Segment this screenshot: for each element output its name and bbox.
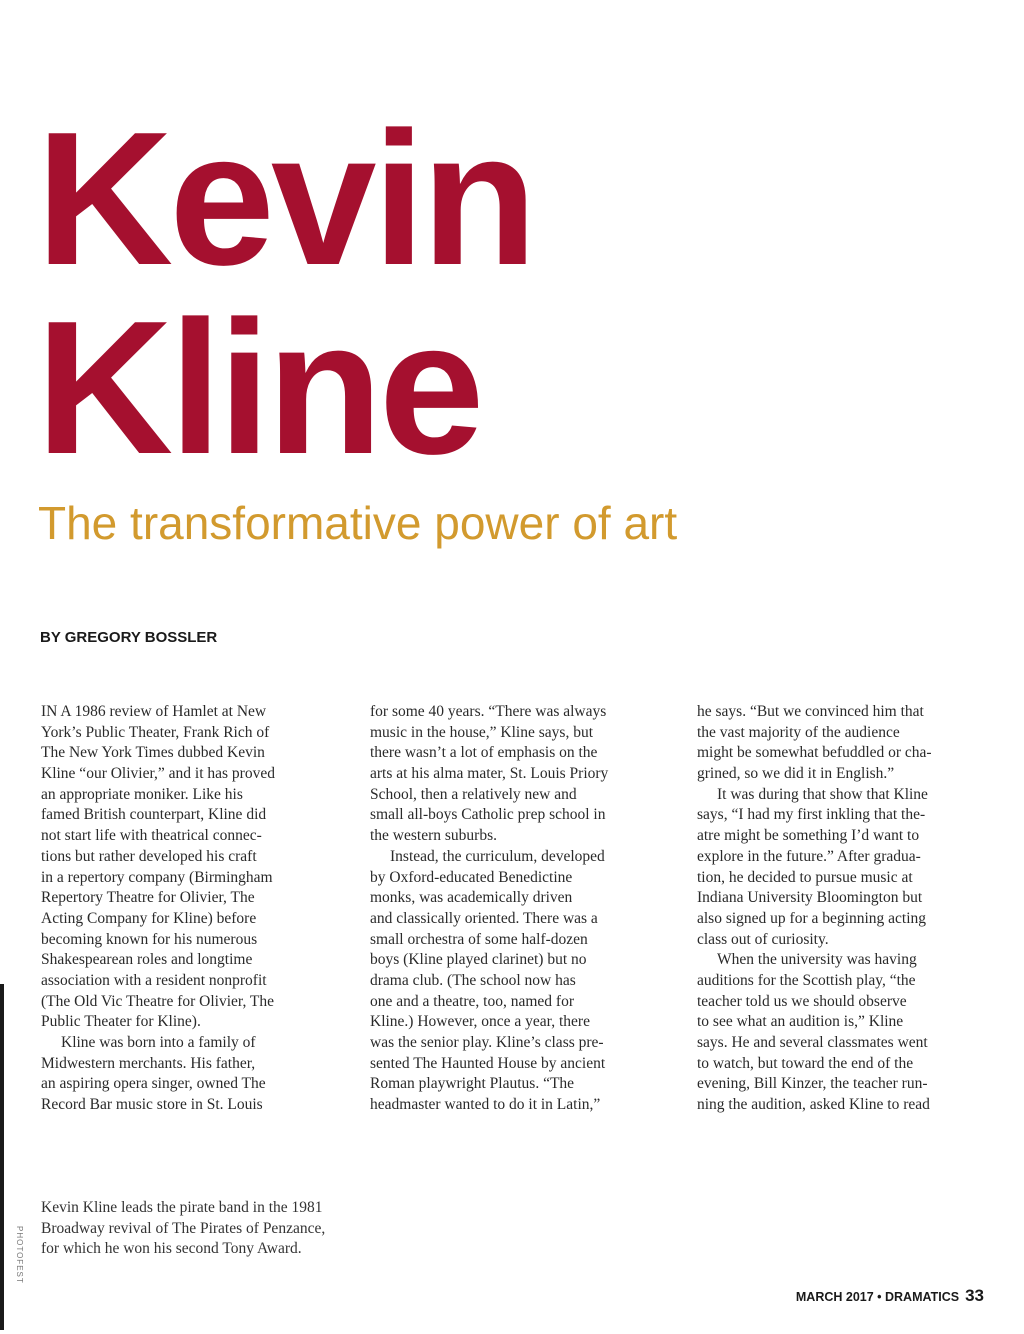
article-line: ning the audition, asked Kline to read (697, 1096, 930, 1114)
byline: BY GREGORY BOSSLER (40, 629, 218, 646)
article-line: The New York Times dubbed Kevin (41, 744, 265, 762)
article-line: teacher told us we should observe (697, 992, 907, 1010)
article-line: School, then a relatively new and (370, 785, 577, 803)
article-line: Midwestern merchants. His father, (41, 1054, 256, 1072)
photo-credit (0, 1226, 24, 1284)
article-column-3 (697, 702, 992, 1116)
article-line: becoming known for his numerous (41, 930, 258, 948)
article-line: music in the house,” Kline says, but (370, 723, 593, 741)
photo-edge-bar (0, 984, 4, 1330)
article-line: monks, was academically driven (370, 889, 573, 907)
article-line: Acting Company for Kline) before (41, 909, 257, 927)
article-line: Indiana University Bloomington but (697, 889, 923, 907)
article-line: for some 40 years. “There was always (370, 703, 607, 720)
article-line: association with a resident nonprofit (41, 971, 267, 989)
article-line: Public Theater for Kline). (41, 1013, 201, 1031)
article-line: might be somewhat befuddled or cha- (697, 744, 932, 762)
subtitle: The transformative power of art (38, 497, 678, 549)
article-line: to see what an audition is,” Kline (697, 1013, 904, 1031)
article-line: the western suburbs. (370, 827, 497, 845)
article-line: and classically oriented. There was a (370, 909, 598, 927)
article-line: drama club. (The school now has (370, 971, 576, 989)
article-line: atre might be something I’d want to (697, 827, 920, 845)
article-line: famed British counterpart, Kline did (41, 806, 267, 824)
article-line: headmaster wanted to do it in Latin,” (370, 1096, 601, 1114)
article-line: an appropriate moniker. Like his (41, 785, 243, 803)
article-line: Kline was born into a family of (61, 1034, 256, 1051)
article-line: IN A 1986 review of Hamlet at New (41, 703, 267, 720)
article-line: class out of curiosity. (697, 930, 829, 948)
article-line: Instead, the curriculum, developed (390, 847, 605, 865)
article-line: not start life with theatrical connec- (41, 827, 262, 845)
article-line: auditions for the Scottish play, “the (697, 971, 916, 989)
article-line: he says. “But we convinced him that (697, 703, 924, 720)
article-line: Record Bar music store in St. Louis (41, 1096, 263, 1114)
article-line: Repertory Theatre for Olivier, The (41, 889, 255, 907)
article-line: explore in the future.” After gradua- (697, 847, 921, 865)
article-line: says, “I had my first inkling that the- (697, 806, 926, 824)
article-line: When the university was having (717, 951, 917, 969)
article-column-2 (370, 702, 665, 1116)
photo-caption: Kevin Kline leads the pirate band in the 1981 Broadway revival of The Pirates of Penzance, for which he won his second Tony Award. (41, 1199, 326, 1258)
photo-credit-text: PHOTOFEST (15, 1226, 24, 1284)
title-line-1: Kevin (36, 93, 534, 305)
article-line: evening, Bill Kinzer, the teacher run- (697, 1075, 928, 1093)
article-line: one and a theatre, too, named for (370, 992, 574, 1010)
article-line: Shakespearean roles and longtime (41, 951, 253, 969)
article-line: tions but rather developed his craft (41, 847, 257, 865)
page-footer (796, 1286, 984, 1306)
article-column-1 (41, 702, 331, 1116)
article-line: says. He and several classmates went (697, 1034, 928, 1051)
article-line: small all-boys Catholic prep school in (370, 806, 606, 824)
article-line: also signed up for a beginning acting (697, 909, 927, 927)
article-line: small orchestra of some half-dozen (370, 930, 588, 948)
article-line: It was during that show that Kline (717, 785, 928, 803)
article-line: was the senior play. Kline’s class pre- (370, 1034, 604, 1051)
article-line: York’s Public Theater, Frank Rich of (41, 723, 270, 741)
article-line: sented The Haunted House by ancient (370, 1054, 606, 1072)
article-line: arts at his alma mater, St. Louis Priory (370, 765, 609, 783)
article-line: Kline “our Olivier,” and it has proved (41, 765, 275, 783)
article-line: in a repertory company (Birmingham (41, 868, 273, 886)
article-line: boys (Kline played clarinet) but no (370, 951, 587, 969)
article-line: tion, he decided to pursue music at (697, 868, 913, 886)
article-line: an aspiring opera singer, owned The (41, 1075, 266, 1093)
article-line: by Oxford-educated Benedictine (370, 868, 573, 886)
title-line-2: Kline (36, 282, 481, 494)
article-line: grined, so we did it in English.” (697, 765, 895, 783)
article-line: Roman playwright Plautus. “The (370, 1075, 575, 1093)
article-line: there wasn’t a lot of emphasis on the (370, 744, 598, 762)
article-line: (The Old Vic Theatre for Olivier, The (41, 992, 275, 1010)
footer-issue-label: MARCH 2017 • DRAMATICS (795, 1290, 960, 1304)
article-line: to watch, but toward the end of the (697, 1054, 914, 1072)
article-line: Kline.) However, once a year, there (370, 1013, 590, 1031)
article-line: the vast majority of the audience (697, 723, 900, 741)
page-number: 33 (965, 1286, 984, 1305)
